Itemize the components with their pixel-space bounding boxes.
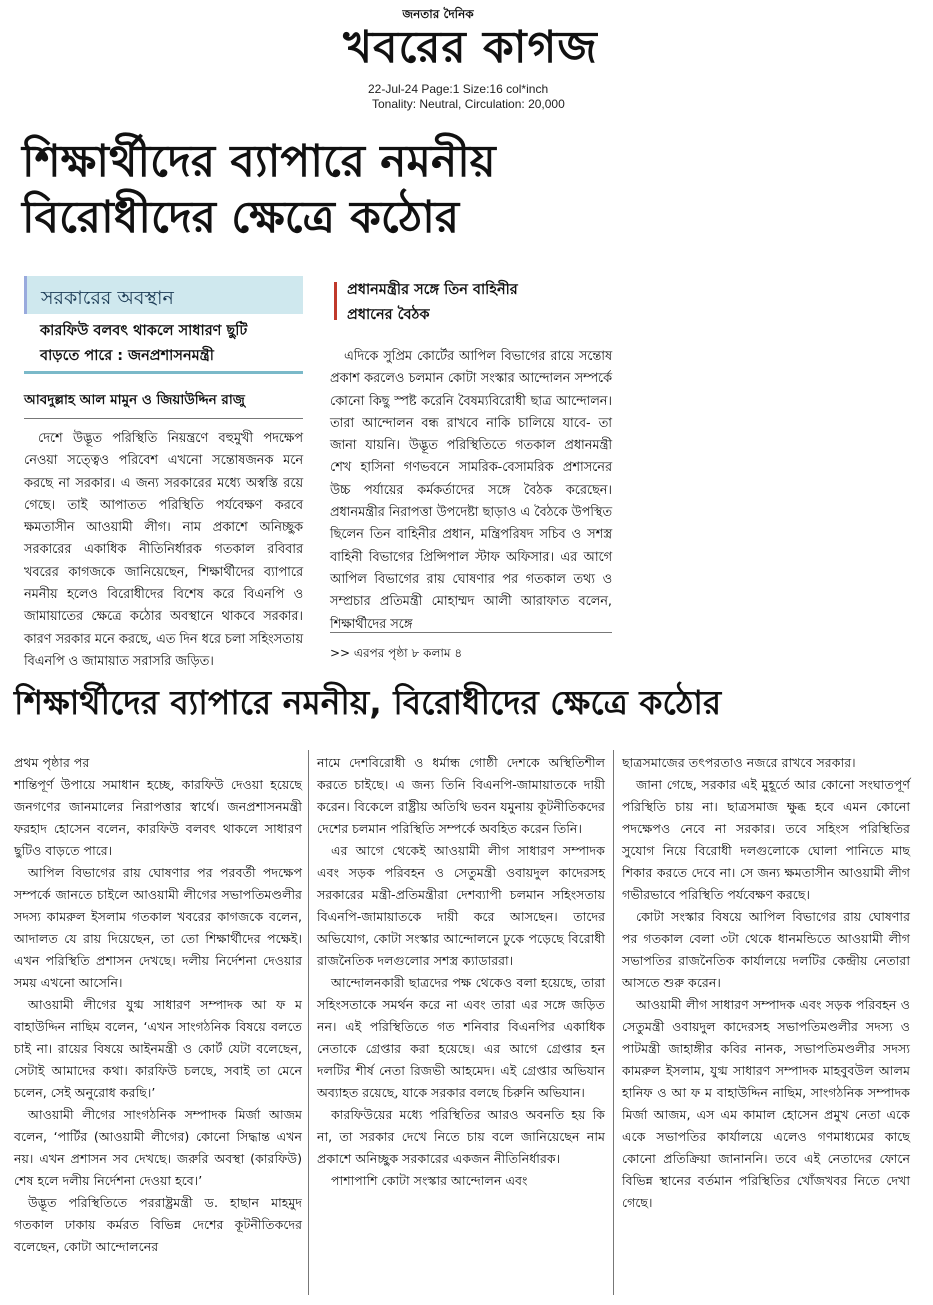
section-divider (24, 371, 303, 374)
jump-divider (330, 632, 612, 633)
subhead-accent-bar (334, 282, 337, 320)
continuation-paragraph: শান্তিপূর্ণ উপায়ে সমাধান হচ্ছে, কারফিউ দেওয়া হয়েছে জনগণের জানমালের নিরাপত্তার স্বার্থে। জনপ্রশাসনমন্ত্রী ফরহাদ হোসেন বলেন, কারফিউ বলবৎ থাকলে সাধারণ ছুটিও বাড়তে পারে। (14, 777, 302, 858)
byline-divider (24, 418, 303, 419)
right-subhead-line-1: প্রধানমন্ত্রীর সঙ্গে তিন বাহিনীর (347, 282, 518, 298)
left-subhead-line-1: কারফিউ বলবৎ থাকলে সাধারণ ছুটি (40, 323, 248, 339)
continuation-paragraph: কারফিউয়ের মধ্যে পরিস্থিতির আরও অবনতি হয় কি না, তা সরকার দেখে নিতে চায় বলে জানিয়েছেন নাম প্রকাশে অনিচ্ছুক সরকারের একজন নীতিনির্ধারক। (317, 1107, 605, 1166)
continuation-paragraph: আন্দোলনকারী ছাত্রদের পক্ষ থেকেও বলা হয়েছে, তারা সহিংসতাকে সমর্থন করে না এবং তারা এর সঙ্গে জড়িত নন। এই পরিস্থিতিতে গত শনিবার বিএনপির একাধিক নেতাকে গ্রেপ্তার করা হয়েছে। এর আগে গ্রেপ্তার হন দলটির শীর্ষ নেতা রিজভী আহমেদ। এই গ্রেপ্তার অভিযান অব্যাহত রয়েছে, যাকে সরকার বলছে চিরুনি অভিযান। (317, 975, 605, 1100)
continuation-from-front-label: প্রথম পৃষ্ঠার পর (14, 755, 90, 770)
continuation-column-3 (622, 752, 910, 1214)
continuation-paragraph: আওয়ামী লীগ সাধারণ সম্পাদক এবং সড়ক পরিবহন ও সেতুমন্ত্রী ওবায়দুল কাদেরসহ সভাপতিমণ্ডলীর সদস্য ও পাটমন্ত্রী জাহাঙ্গীর কবির নানক, সভাপতিমণ্ডলীর সদস্য কামরুল ইসলাম, যুগ্ম সাধারণ সম্পাদক মাহবুবউল আলম হানিফ ও আ ফ ম বাহাউদ্দিন নাছিম, সাংগঠনিক সম্পাদক মির্জা আজম, এস এম কামাল হোসেন প্রমুখ নেতা একে একে সভাপতির কার্যালয়ে এলেও গণমাধ্যমের কাছে কোনো প্রতিক্রিয়া জানাননি। তবে এই নেতাদের ফোনে বিভিন্ন স্থানের বর্তমান পরিস্থিতির খোঁজখবর নিতে দেখা গেছে। (622, 997, 910, 1210)
masthead-logo: খবরের কাগজ (343, 22, 598, 73)
article-headline-line-2: বিরোধীদের ক্ষেত্রে কঠোর (22, 192, 460, 243)
continuation-paragraph: এর আগে থেকেই আওয়ামী লীগ সাধারণ সম্পাদক এবং সড়ক পরিবহন ও সেতুমন্ত্রী ওবায়দুল কাদেরসহ সরকারের মন্ত্রী-প্রতিমন্ত্রীরা দেশব্যাপী চলমান সহিংসতায় বিএনপি-জামায়াতকে দায়ী করে আসছেন। তাদের অভিযোগ, কোটা সংস্কার আন্দোলনে ঢুকে পড়েছে বিরোধী রাজনৈতিক দলগুলোর সশস্ত্র ক্যাডাররা। (317, 843, 605, 968)
section-label-box (24, 276, 303, 314)
clipping-meta-line-1: 22-Jul-24 Page:1 Size:16 col*inch (368, 82, 549, 96)
right-column-paragraph: এদিকে সুপ্রিম কোর্টের আপিল বিভাগের রায়ে সন্তোষ প্রকাশ করলেও চলমান কোটা সংস্কার আন্দোলন সম্পর্কে কোনো কিছু স্পষ্ট করেনি বৈষম্যবিরোধী ছাত্র আন্দোলন। তারা আন্দোলন বন্ধ রাখবে নাকি চালিয়ে যাবে- তা জানা যায়নি। উদ্ভূত পরিস্থিতিতে গতকাল প্রধানমন্ত্রী শেখ হাসিনা গণভবনে সামরিক-বেসামরিক প্রশাসনের উচ্চ পর্যায়ের কর্মকর্তাদের সঙ্গে বৈঠক করেছেন। প্রধানমন্ত্রীর নিরাপত্তা উপদেষ্টা ছাড়াও এ বৈঠকে উপস্থিত ছিলেন তিন বাহিনীর প্রধান, মন্ত্রিপরিষদ সচিব ও সশস্ত্র বাহিনী বিভাগের প্রিন্সিপাল স্টাফ অফিসার। এর আগে আপিল বিভাগের রায় ঘোষণার পর গতকাল তথ্য ও সম্প্রচার প্রতিমন্ত্রী মোহাম্মদ আলী আরাফাত বলেন, শিক্ষার্থীদের সঙ্গে (330, 349, 612, 632)
right-subhead-line-2: প্রধানের বৈঠক (347, 307, 430, 323)
masthead-tagline: জনতার দৈনিক (402, 7, 474, 21)
continuation-paragraph: উদ্ভূত পরিস্থিতিতে পররাষ্ট্রমন্ত্রী ড. হাছান মাহমুদ গতকাল ঢাকায় কর্মরত বিভিন্ন দেশের কূটনীতিকদের বলেছেন, কোটা আন্দোলনের (14, 1195, 302, 1254)
continuation-column-2 (317, 752, 605, 1192)
continuation-paragraph: পাশাপাশি কোটা সংস্কার আন্দোলন এবং (331, 1173, 528, 1188)
left-column-paragraph: দেশে উদ্ভূত পরিস্থিতি নিয়ন্ত্রণে বহুমুখী পদক্ষেপ নেওয়া সত্ত্বেও পরিবেশ এখনো সন্তোষজনক মনে করছে না সরকার। এ জন্য সরকারের মধ্যে অস্বস্তি রয়ে গেছে। তাই আপাতত পরিস্থিতি পর্যবেক্ষণ করবে ক্ষমতাসীন আওয়ামী লীগ। নাম প্রকাশে অনিচ্ছুক সরকারের একাধিক নীতিনির্ধারক গতকাল রবিবার খবরের কাগজকে জানিয়েছেন, শিক্ষার্থীদের ব্যাপারে নমনীয় হলেও বিরোধীদের বিশেষ করে বিএনপি ও জামায়াতের ক্ষেত্রে কঠোর অবস্থানে থাকবে সরকার। কারণ সরকার মনে করছে, এত দিন ধরে চলা সহিংসতায় বিএনপি ও জামায়াত সরাসরি জড়িত। (24, 431, 303, 669)
continuation-column-1 (14, 752, 302, 1258)
continuation-headline: শিক্ষার্থীদের ব্যাপারে নমনীয়, বিরোধীদের ক্ষেত্রে কঠোর (14, 683, 722, 722)
clipping-meta-line-2: Tonality: Neutral, Circulation: 20,000 (372, 97, 565, 111)
column-divider (613, 750, 614, 1295)
continuation-paragraph: আওয়ামী লীগের যুগ্ম সাধারণ সম্পাদক আ ফ ম বাহাউদ্দিন নাছিম বলেন, ‘এখন সাংগঠনিক বিষয়ে বলতে চাই না। রায়ের বিষয়ে আইনমন্ত্রী ও কোর্ট যেটা বলেছেন, সেটাই আমাদের কথা। কারফিউ চলছে, সবাই তা মেনে চলেন, সেই অনুরোধ করছি।’ (14, 997, 302, 1100)
section-label: সরকারের অবস্থান (41, 287, 174, 309)
continuation-paragraph: নামে দেশবিরোধী ও ধর্মান্ধ গোষ্ঠী দেশকে অস্থিতিশীল করতে চাইছে। এ জন্য তিনি বিএনপি-জামায়াতকে দায়ী করেন। বিকেলে রাষ্ট্রীয় অতিথি ভবন যমুনায় কূটনীতিকদের দেশের চলমান পরিস্থিতি সম্পর্কে অবহিত করেন তিনি। (317, 755, 605, 836)
left-column-body (24, 428, 303, 673)
continuation-paragraph: আপিল বিভাগের রায় ঘোষণার পর পরবর্তী পদক্ষেপ সম্পর্কে জানতে চাইলে আওয়ামী লীগের সভাপতিমণ্ডলীর সদস্য কামরুল ইসলাম গতকাল খবরের কাগজকে বলেন, আদালত যে রায় দিয়েছেন, তা তো শিক্ষার্থীদের পক্ষেই। এখন পরিস্থিতি প্রশাসন দেখছে। দলীয় নির্দেশনা দেওয়ার সময় এখনো আসেনি। (14, 865, 302, 990)
byline: আবদুল্লাহ আল মামুন ও জিয়াউদ্দিন রাজু (24, 392, 245, 408)
continuation-paragraph: কোটা সংস্কার বিষয়ে আপিল বিভাগের রায় ঘোষণার পর গতকাল বেলা ৩টা থেকে ধানমন্ডিতে আওয়ামী লীগ সভাপতির রাজনৈতিক কার্যালয়ে দলটির কেন্দ্রীয় নেতারা আসতে শুরু করেন। (622, 909, 910, 990)
continued-note: >> এরপর পৃষ্ঠা ৮ কলাম ৪ (330, 646, 463, 660)
article-headline-line-1: শিক্ষার্থীদের ব্যাপারে নমনীয় (22, 136, 496, 187)
column-divider (308, 750, 309, 1295)
continuation-paragraph: ছাত্রসমাজের তৎপরতাও নজরে রাখবে সরকার। (622, 755, 856, 770)
right-column-body (330, 346, 612, 636)
continuation-paragraph: আওয়ামী লীগের সাংগঠনিক সম্পাদক মির্জা আজম বলেন, ‘পার্টির (আওয়ামী লীগের) কোনো সিদ্ধান্ত এখন নয়। এখন প্রশাসন সব দেখছে। জরুরি অবস্থা (কারফিউ) শেষ হলে দলীয় নির্দেশনা দেওয়া হবে।’ (14, 1107, 302, 1188)
continuation-paragraph: জানা গেছে, সরকার এই মুহূর্তে আর কোনো সংঘাতপূর্ণ পরিস্থিতি চায় না। ছাত্রসমাজ ক্ষুব্ধ হবে এমন কোনো পদক্ষেপও নেবে না সরকার। তবে সহিংস পরিস্থিতির সুযোগ নিয়ে বিরোধী দলগুলোকে ঘোলা পানিতে মাছ শিকার করতে দেবে না। সে জন্য ক্ষমতাসীন আওয়ামী লীগ গভীরভাবে পরিস্থিতি পর্যবেক্ষণ করছে। (622, 777, 910, 902)
left-subhead-line-2: বাড়তে পারে : জনপ্রশাসনমন্ত্রী (40, 348, 214, 364)
